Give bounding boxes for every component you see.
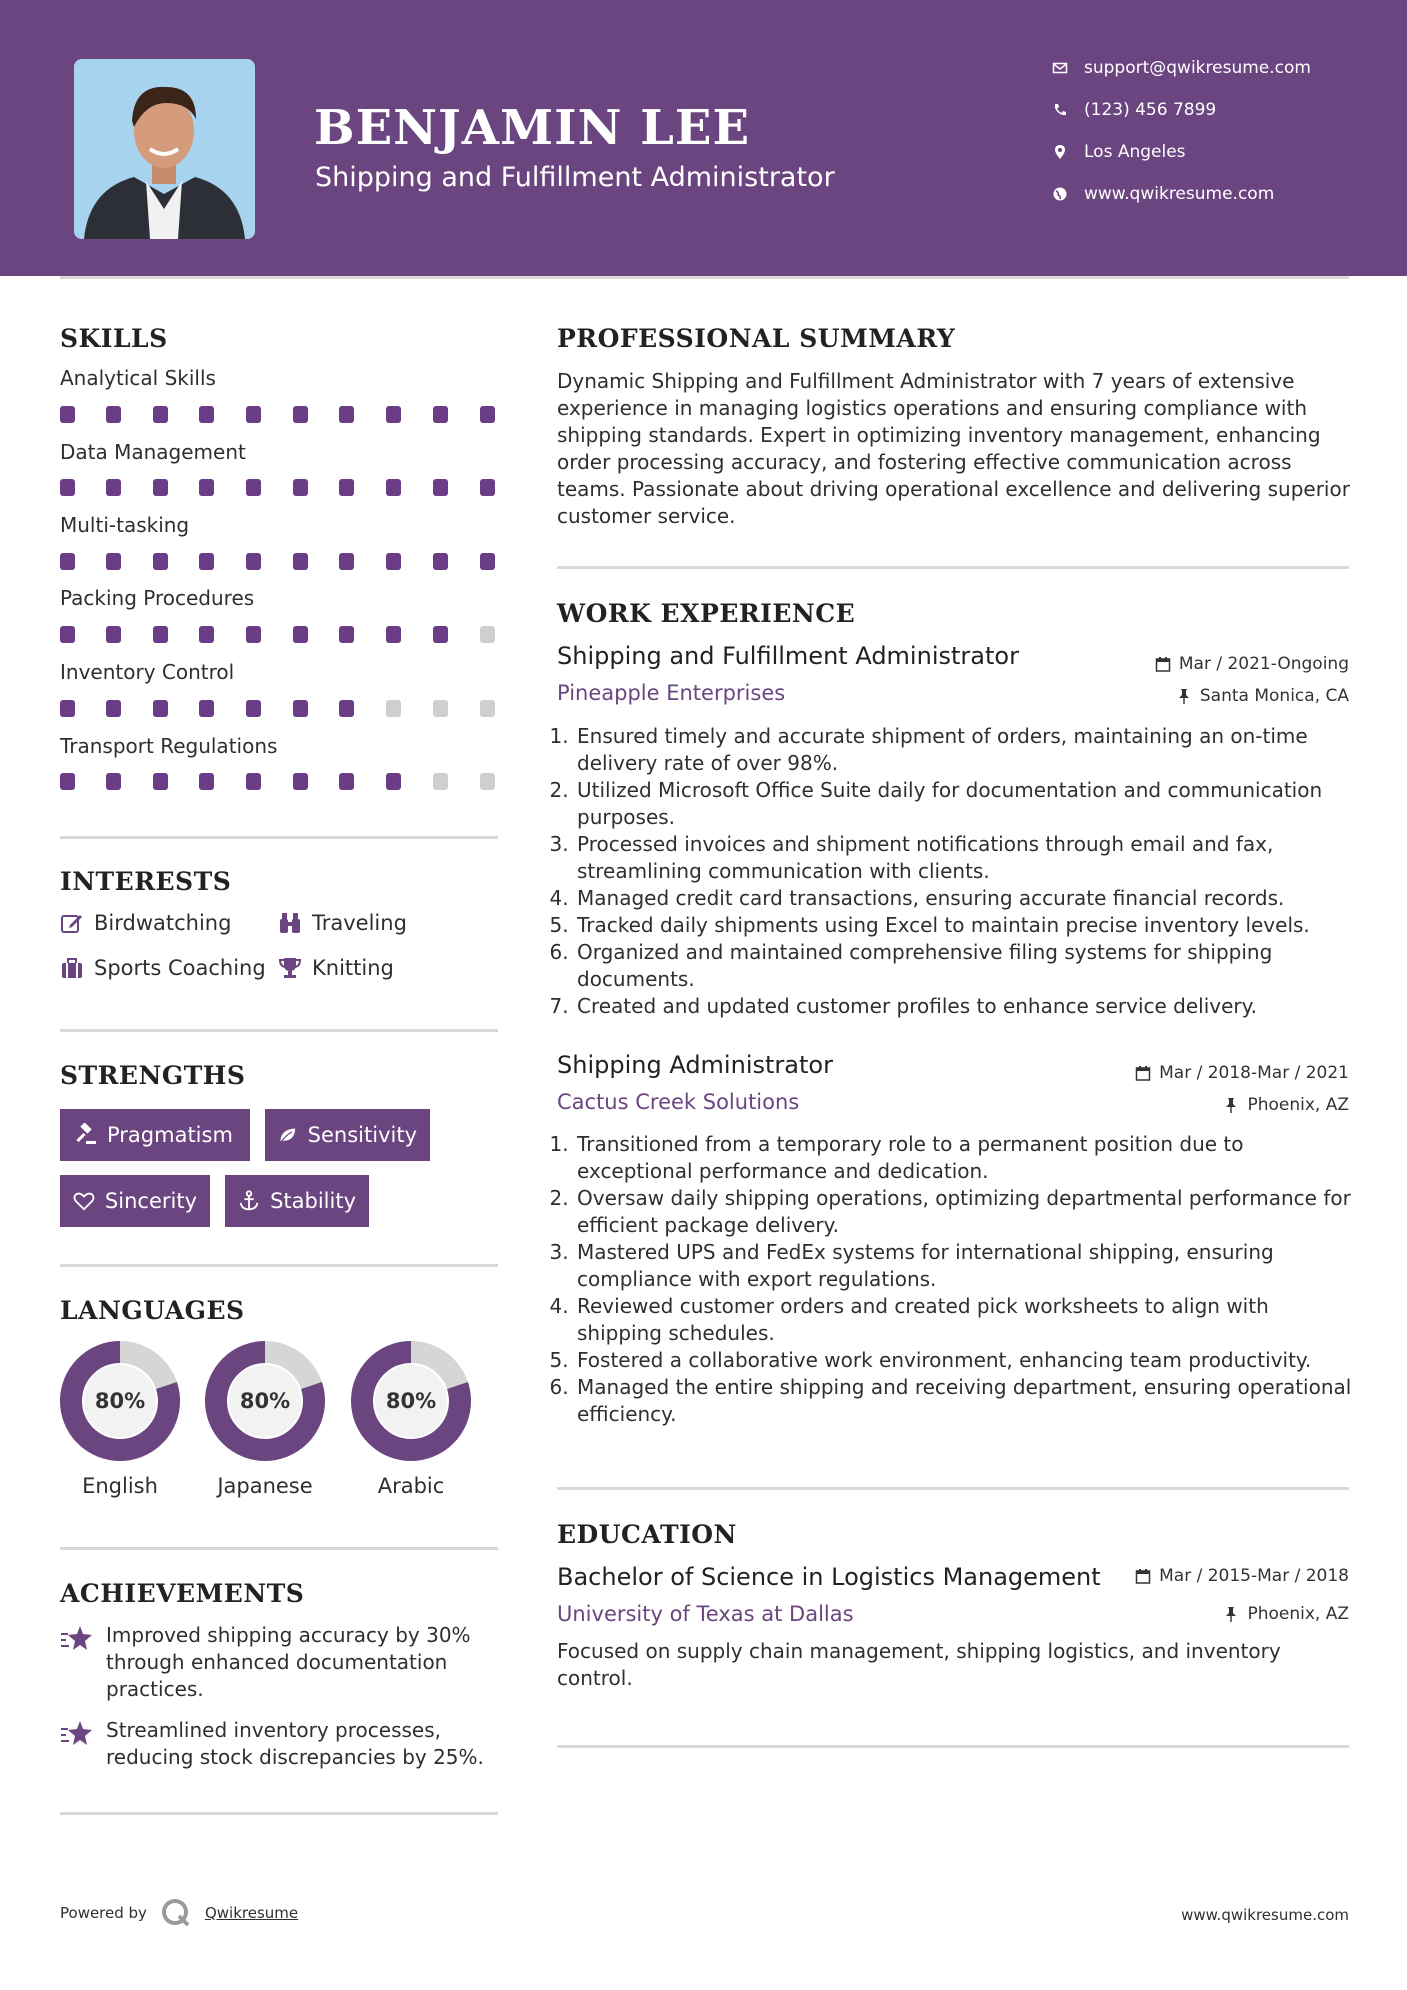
skill-dot-filled <box>246 626 261 643</box>
skill-dot-filled <box>60 700 75 717</box>
strength-label: Sensitivity <box>307 1123 417 1147</box>
skill-dot-filled <box>199 553 214 570</box>
candidate-title: Shipping and Fulfillment Administrator <box>315 162 835 193</box>
skill-dot-filled <box>60 773 75 790</box>
job-title: Shipping and Fulfillment Administrator <box>557 642 1019 670</box>
pencil-square-icon <box>60 911 84 935</box>
job-bullets <box>552 1131 1357 1428</box>
achievements-heading: ACHIEVEMENTS <box>60 1579 305 1608</box>
skill-label: Analytical Skills <box>60 366 216 390</box>
summary-divider <box>557 566 1349 569</box>
skill-dot-empty <box>386 700 401 717</box>
achievement-text: Improved shipping accuracy by 30% through enhanced documentation practices. <box>106 1623 471 1701</box>
strength-badge <box>60 1109 250 1161</box>
job-bullet: 1. Ensured timely and accurate shipment of orders, maintaining an on-time delivery rate of over 98%. <box>575 723 1357 777</box>
skill-dot-filled <box>433 479 448 496</box>
education-text: Focused on supply chain management, shipping logistics, and inventory control. <box>557 1639 1281 1690</box>
summary-heading: PROFESSIONAL SUMMARY <box>557 324 956 353</box>
job-bullet: 2. Utilized Microsoft Office Suite daily for documentation and communication purposes. <box>575 777 1357 831</box>
skill-dot-filled <box>386 406 401 423</box>
skill-label: Multi-tasking <box>60 513 190 537</box>
job-bullet: 5. Fostered a collaborative work environment, enhancing team productivity. <box>575 1347 1357 1374</box>
language-label: Japanese <box>217 1474 313 1498</box>
skill-label: Packing Procedures <box>60 586 255 610</box>
skill-rating <box>0 773 440 791</box>
profile-photo <box>74 59 255 239</box>
skill-dot-filled <box>339 626 354 643</box>
skill-dot-filled <box>293 479 308 496</box>
person-portrait-icon <box>74 59 255 239</box>
skill-dot-filled <box>293 626 308 643</box>
trophy-icon <box>278 956 302 980</box>
skill-dot-filled <box>386 553 401 570</box>
header-divider <box>60 276 1349 279</box>
skill-dot-filled <box>153 700 168 717</box>
contact-email[interactable] <box>1052 58 1311 78</box>
interest-label: Knitting <box>312 956 394 980</box>
skill-dot-filled <box>153 479 168 496</box>
skill-dot-empty <box>480 773 495 790</box>
skill-dot-filled <box>153 626 168 643</box>
skill-dot-filled <box>153 553 168 570</box>
job-date <box>1135 1063 1349 1083</box>
skill-dot-filled <box>199 479 214 496</box>
star-achievement-icon <box>60 1622 94 1656</box>
skills-heading: SKILLS <box>60 324 168 353</box>
footer-powered <box>60 1898 298 1928</box>
interest-label: Sports Coaching <box>94 956 266 980</box>
education-divider <box>557 1745 1349 1748</box>
skill-dot-filled <box>199 773 214 790</box>
phone-icon <box>1052 102 1068 118</box>
contact-email-text: support@qwikresume.com <box>1084 58 1311 78</box>
strength-badge <box>225 1175 369 1227</box>
contact-location <box>1052 142 1186 162</box>
education-degree: Bachelor of Science in Logistics Management <box>557 1563 1101 1591</box>
strengths-divider <box>60 1264 498 1267</box>
powered-by-label: Powered by <box>60 1904 147 1922</box>
education-date <box>1135 1566 1349 1586</box>
skill-dot-filled <box>246 479 261 496</box>
contact-location-text: Los Angeles <box>1084 142 1186 162</box>
gavel-icon <box>73 1123 97 1147</box>
strengths-heading: STRENGTHS <box>60 1061 246 1090</box>
skill-dot-empty <box>480 700 495 717</box>
experience-heading: WORK EXPERIENCE <box>557 599 856 628</box>
skill-dot-filled <box>60 553 75 570</box>
skill-dot-filled <box>60 626 75 643</box>
briefcase-icon <box>60 956 84 980</box>
skill-dot-filled <box>106 773 121 790</box>
skill-dot-filled <box>246 773 261 790</box>
job-date-text: Mar / 2021-Ongoing <box>1178 654 1349 674</box>
skill-dot-filled <box>153 406 168 423</box>
skill-dot-filled <box>106 406 121 423</box>
skill-dot-filled <box>246 553 261 570</box>
skill-dot-filled <box>246 406 261 423</box>
resume-header <box>0 0 1407 276</box>
skill-dot-filled <box>386 479 401 496</box>
interest-label: Traveling <box>312 911 407 935</box>
heart-icon <box>73 1189 95 1213</box>
skill-dot-filled <box>106 626 121 643</box>
calendar-icon <box>1155 656 1171 672</box>
interest-label: Birdwatching <box>94 911 232 935</box>
skill-dot-filled <box>106 479 121 496</box>
job-bullet: 2. Oversaw daily shipping operations, optimizing departmental performance for efficient package delivery. <box>575 1185 1357 1239</box>
job-company: Pineapple Enterprises <box>557 681 786 705</box>
skill-dot-filled <box>246 700 261 717</box>
job-location <box>1176 686 1349 706</box>
interests-divider <box>60 1029 498 1032</box>
languages-divider <box>60 1547 498 1550</box>
language-gauge <box>58 1339 182 1463</box>
language-percent: 80% <box>94 1389 146 1413</box>
skill-rating <box>0 479 440 497</box>
qwikresume-logo-icon <box>161 1898 191 1928</box>
achievement-item <box>60 1622 505 1703</box>
skill-dot-filled <box>339 700 354 717</box>
skill-dot-filled <box>60 479 75 496</box>
job-location <box>1223 1095 1349 1115</box>
job-company: Cactus Creek Solutions <box>557 1090 800 1114</box>
achievement-item <box>60 1717 505 1771</box>
job-bullet: 4. Managed credit card transactions, ensuring accurate financial records. <box>575 885 1357 912</box>
job-date <box>1155 654 1349 674</box>
job-date-text: Mar / 2018-Mar / 2021 <box>1159 1063 1349 1083</box>
achievements-divider <box>60 1812 498 1815</box>
brand-link[interactable]: Qwikresume <box>204 1904 299 1922</box>
skill-dot-filled <box>293 553 308 570</box>
skill-dot-filled <box>339 773 354 790</box>
skill-dot-filled <box>60 406 75 423</box>
skill-dot-filled <box>339 406 354 423</box>
language-gauge <box>349 1339 473 1463</box>
languages-heading: LANGUAGES <box>60 1296 245 1325</box>
pushpin-icon <box>1223 1606 1239 1622</box>
interest-item <box>60 911 231 935</box>
skill-rating <box>0 700 440 718</box>
skill-dot-filled <box>293 406 308 423</box>
skill-dot-empty <box>433 700 448 717</box>
education-heading: EDUCATION <box>557 1520 737 1549</box>
job-bullet: 7. Created and updated customer profiles to enhance service delivery. <box>575 993 1357 1020</box>
job-location-text: Santa Monica, CA <box>1199 686 1349 706</box>
calendar-icon <box>1135 1568 1151 1584</box>
language-label: Arabic <box>377 1474 445 1498</box>
strength-badge <box>265 1109 430 1161</box>
achievement-text: Streamlined inventory processes, reducing stock discrepancies by 25%. <box>106 1718 484 1769</box>
skill-label: Inventory Control <box>60 660 235 684</box>
pushpin-icon <box>1176 688 1192 704</box>
skill-dot-filled <box>433 626 448 643</box>
skill-dot-filled <box>480 553 495 570</box>
skills-divider <box>60 836 498 839</box>
binoculars-icon <box>278 911 302 935</box>
globe-icon <box>1052 186 1068 202</box>
education-school: University of Texas at Dallas <box>557 1602 854 1626</box>
skill-rating <box>0 626 440 644</box>
star-achievement-icon <box>60 1717 94 1751</box>
skill-dot-filled <box>293 700 308 717</box>
interests-heading: INTERESTS <box>60 867 232 896</box>
skill-label: Data Management <box>60 440 246 464</box>
skill-dot-filled <box>433 553 448 570</box>
calendar-icon <box>1135 1065 1151 1081</box>
skill-dot-filled <box>480 406 495 423</box>
education-location <box>1223 1604 1349 1624</box>
job-bullet: 5. Tracked daily shipments using Excel to maintain precise inventory levels. <box>575 912 1357 939</box>
job-bullet: 6. Organized and maintained comprehensive filing systems for shipping documents. <box>575 939 1357 993</box>
language-percent: 80% <box>239 1389 291 1413</box>
summary-text: Dynamic Shipping and Fulfillment Administrator with 7 years of extensive experience in managing logistics operations and ensuring compliance with shipping standards. Expert in optimizing inventory management, enhancing order processing accuracy, and fostering effective communication across teams. Passionate about driving operational excellence and delivering superior customer service. <box>557 369 1350 528</box>
job-bullet: 3. Processed invoices and shipment notifications through email and fax, streamlining communication with clients. <box>575 831 1357 885</box>
skill-dot-empty <box>480 626 495 643</box>
contact-website-text: www.qwikresume.com <box>1084 184 1275 204</box>
envelope-icon <box>1052 60 1068 76</box>
strength-label: Pragmatism <box>107 1123 233 1147</box>
language-label: English <box>82 1474 158 1498</box>
skill-dot-filled <box>106 700 121 717</box>
contact-phone-text: (123) 456 7899 <box>1084 100 1217 120</box>
education-date-text: Mar / 2015-Mar / 2018 <box>1159 1566 1349 1586</box>
skill-label: Transport Regulations <box>60 734 278 758</box>
skill-dot-filled <box>339 553 354 570</box>
language-gauge <box>203 1339 327 1463</box>
experience-divider <box>557 1487 1349 1490</box>
skill-dot-filled <box>199 700 214 717</box>
skill-rating <box>0 553 440 571</box>
map-marker-icon <box>1052 144 1068 160</box>
job-bullets <box>552 723 1357 1020</box>
strength-label: Sincerity <box>104 1189 197 1213</box>
job-title: Shipping Administrator <box>557 1051 833 1079</box>
skill-dot-filled <box>153 773 168 790</box>
job-location-text: Phoenix, AZ <box>1247 1095 1349 1115</box>
skill-dot-filled <box>293 773 308 790</box>
skill-dot-filled <box>199 406 214 423</box>
language-percent: 80% <box>385 1389 437 1413</box>
skill-dot-filled <box>386 773 401 790</box>
skill-dot-filled <box>433 406 448 423</box>
strength-label: Stability <box>270 1189 356 1213</box>
job-bullet: 4. Reviewed customer orders and created pick worksheets to align with shipping schedules. <box>575 1293 1357 1347</box>
job-bullet: 1. Transitioned from a temporary role to a permanent position due to exceptional performance and dedication. <box>575 1131 1357 1185</box>
leaf-icon <box>278 1123 298 1147</box>
skill-dot-filled <box>480 479 495 496</box>
strength-badge <box>60 1175 210 1227</box>
candidate-name: BENJAMIN LEE <box>314 100 751 156</box>
pushpin-icon <box>1223 1097 1239 1113</box>
interest-item <box>60 956 266 980</box>
skill-rating <box>0 406 440 424</box>
skill-dot-empty <box>433 773 448 790</box>
anchor-icon <box>238 1189 260 1213</box>
skill-dot-filled <box>386 626 401 643</box>
skill-dot-filled <box>339 479 354 496</box>
education-location-text: Phoenix, AZ <box>1247 1604 1349 1624</box>
skill-dot-filled <box>199 626 214 643</box>
interest-item <box>278 911 407 935</box>
footer-url[interactable]: www.qwikresume.com <box>1181 1906 1349 1924</box>
interest-item <box>278 956 394 980</box>
contact-phone[interactable] <box>1052 100 1216 120</box>
skill-dot-filled <box>106 553 121 570</box>
job-bullet: 6. Managed the entire shipping and receiving department, ensuring operational efficiency. <box>575 1374 1357 1428</box>
job-bullet: 3. Mastered UPS and FedEx systems for international shipping, ensuring compliance with export regulations. <box>575 1239 1357 1293</box>
contact-website[interactable] <box>1052 184 1274 204</box>
